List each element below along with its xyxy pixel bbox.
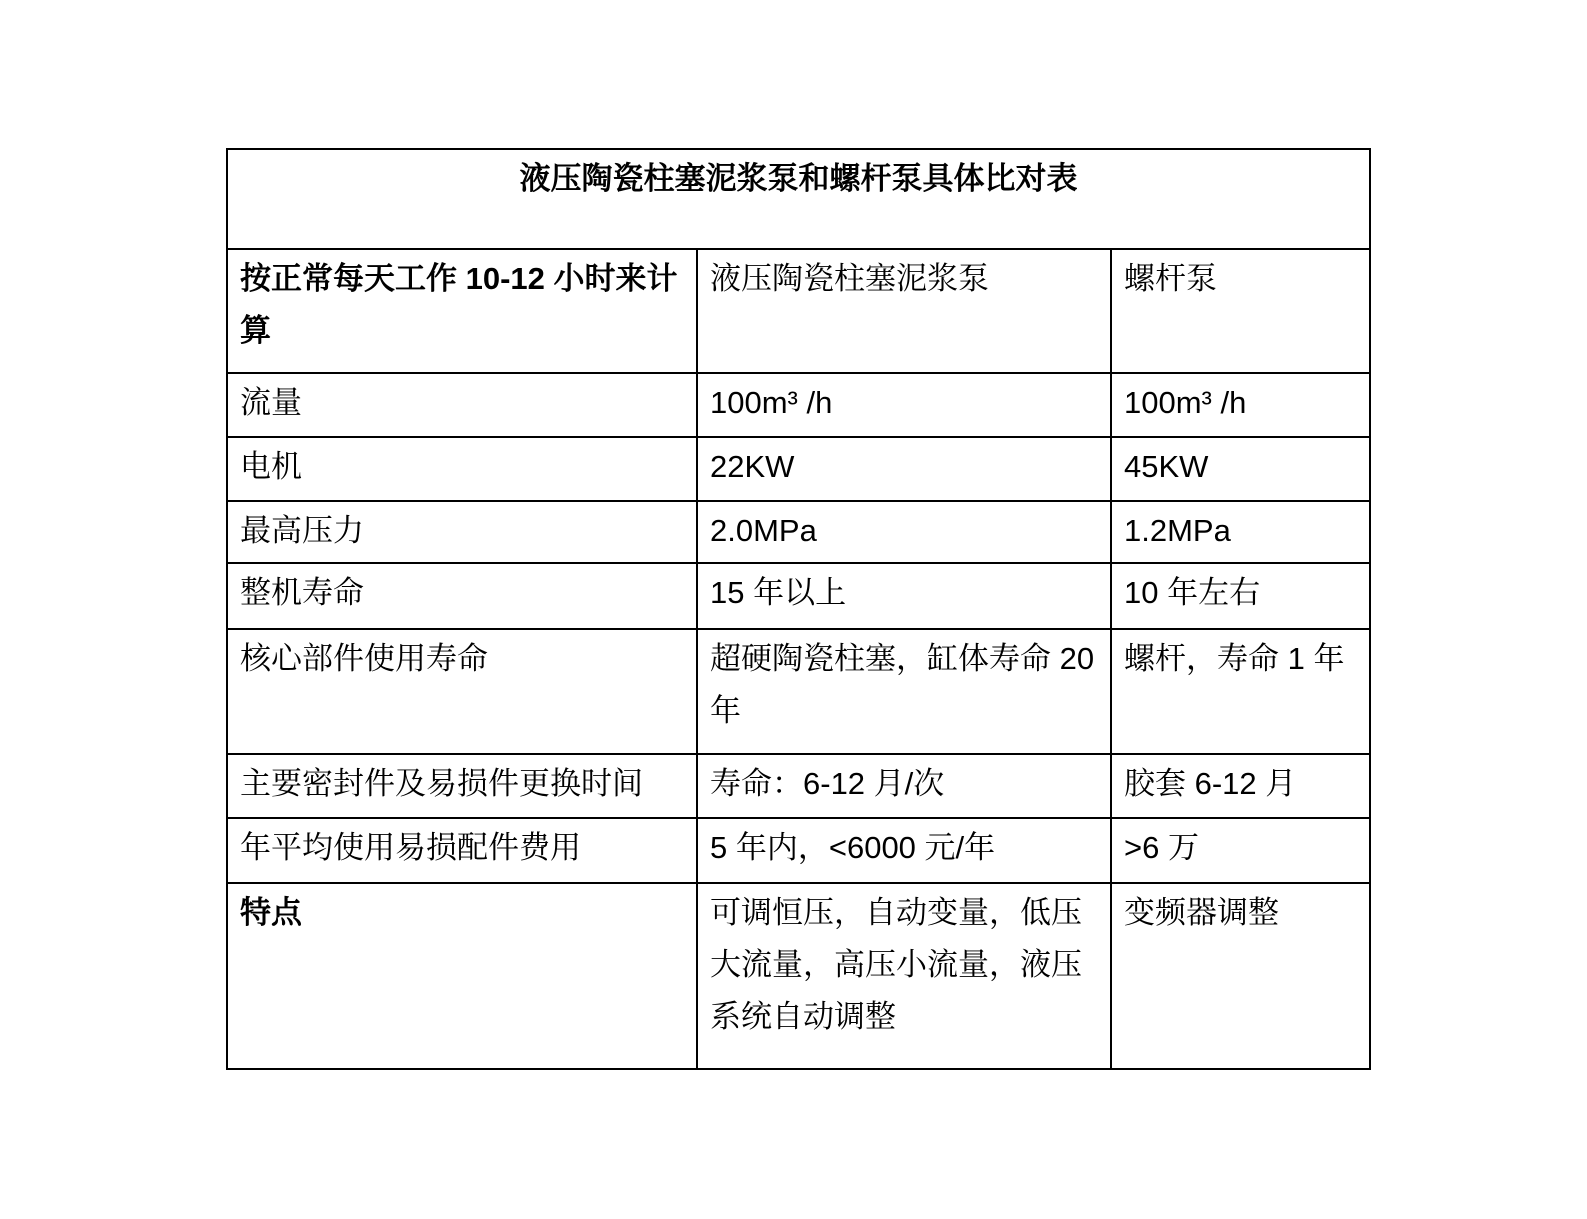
pump-b-value-cell: 10 年左右	[1111, 563, 1370, 629]
table-row-annual-parts-cost	[227, 818, 1370, 883]
header-row	[227, 249, 1370, 373]
table-row-seal-replacement	[227, 754, 1370, 818]
row-label-cell: 最高压力	[227, 501, 697, 563]
table-row-motor	[227, 437, 1370, 501]
pump-a-value-cell: 寿命：6-12 月/次	[697, 754, 1111, 818]
table-row-max-pressure	[227, 501, 1370, 563]
row-label-cell: 核心部件使用寿命	[227, 629, 697, 754]
pump-a-value-cell: 100m³ /h	[697, 373, 1111, 437]
pump-b-value-cell: >6 万	[1111, 818, 1370, 883]
table-row-features	[227, 883, 1370, 1069]
row-label-cell: 整机寿命	[227, 563, 697, 629]
header-pump-b-cell: 螺杆泵	[1111, 249, 1370, 373]
pump-a-value-cell: 超硬陶瓷柱塞，缸体寿命 20 年	[697, 629, 1111, 754]
row-label-cell: 特点	[227, 883, 697, 1069]
pump-a-value-cell: 2.0MPa	[697, 501, 1111, 563]
row-label-cell: 主要密封件及易损件更换时间	[227, 754, 697, 818]
pump-b-value-cell: 胶套 6-12 月	[1111, 754, 1370, 818]
row-label-cell: 流量	[227, 373, 697, 437]
header-criteria-cell: 按正常每天工作 10-12 小时来计算	[227, 249, 697, 373]
table-row-flow-rate	[227, 373, 1370, 437]
pump-comparison-table	[226, 148, 1371, 1070]
row-label-cell: 电机	[227, 437, 697, 501]
table-row-machine-life	[227, 563, 1370, 629]
pump-b-value-cell: 变频器调整	[1111, 883, 1370, 1069]
row-label-cell: 年平均使用易损配件费用	[227, 818, 697, 883]
table-title: 液压陶瓷柱塞泥浆泵和螺杆泵具体比对表	[227, 149, 1370, 249]
pump-b-value-cell: 1.2MPa	[1111, 501, 1370, 563]
title-row	[227, 149, 1370, 249]
pump-b-value-cell: 100m³ /h	[1111, 373, 1370, 437]
table-row-core-parts-life	[227, 629, 1370, 754]
pump-a-value-cell: 可调恒压，自动变量，低压大流量，高压小流量，液压系统自动调整	[697, 883, 1111, 1069]
pump-a-value-cell: 5 年内，<6000 元/年	[697, 818, 1111, 883]
pump-a-value-cell: 15 年以上	[697, 563, 1111, 629]
pump-a-value-cell: 22KW	[697, 437, 1111, 501]
pump-b-value-cell: 螺杆，寿命 1 年	[1111, 629, 1370, 754]
header-pump-a-cell: 液压陶瓷柱塞泥浆泵	[697, 249, 1111, 373]
pump-b-value-cell: 45KW	[1111, 437, 1370, 501]
